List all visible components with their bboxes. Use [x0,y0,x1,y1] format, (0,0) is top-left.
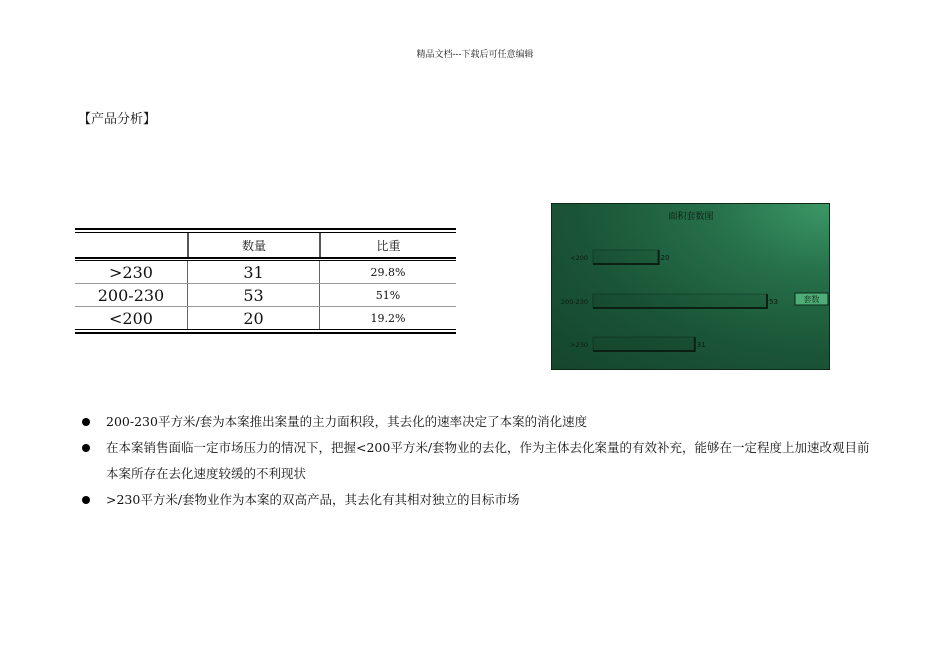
chart-canvas [552,204,831,371]
bullet-dot-icon [82,418,90,426]
data-label: 53 [769,298,778,306]
bullet-text: 200-230平方米/套为本案推出案量的主力面积段，其去化的速率决定了本案的消化速度 [106,414,588,429]
bullet-item [80,435,880,487]
bar [593,337,695,351]
table-row [75,284,456,306]
bullet-item [80,487,880,513]
bullet-text: 在本案销售面临一定市场压力的情况下，把握<200平方米/套物业的去化，作为主体去化案量的有效补充，能够在一定程度上加速改观目前本案所存在去化速度较缓的不利现状 [106,440,870,481]
category-tick-label: 200-230 [560,298,588,306]
bullet-list [80,409,880,513]
page-header: 精品文档---下载后可任意编辑 [416,50,534,60]
table-cell: 51% [319,284,456,306]
bullet-item [80,409,880,435]
table-cell: 20 [187,307,319,329]
table-cell: 200-230 [97,285,165,305]
bullet-dot-icon [82,444,90,452]
bar [593,250,659,264]
area-units-chart [551,203,830,370]
bullet-dot-icon [82,496,90,504]
section-title: 【产品分析】 [78,112,157,127]
table-cell: 53 [187,284,319,306]
table-cell: >230 [109,262,153,282]
bullet-text: >230平方米/套物业作为本案的双高产品，其去化有其相对独立的目标市场 [106,492,520,507]
table-row [75,307,456,329]
table-header-cell [75,233,187,257]
product-table [75,228,456,334]
bar [593,294,767,308]
chart-title: 面积套数图 [668,212,714,222]
data-label: 31 [696,341,706,349]
table-row [75,261,456,283]
table-header-cell: 数量 [187,233,319,257]
table-header-cell: 比重 [319,233,456,257]
legend-label: 套数 [803,295,820,304]
data-label: 20 [660,254,670,262]
category-tick-label: <200 [570,254,588,262]
category-tick-label: >230 [570,341,588,349]
table-cell: <200 [109,308,153,328]
table-cell: 29.8% [319,261,456,283]
table-cell: 31 [187,261,319,283]
table-header-row [75,233,456,257]
table-cell: 19.2% [319,307,456,329]
